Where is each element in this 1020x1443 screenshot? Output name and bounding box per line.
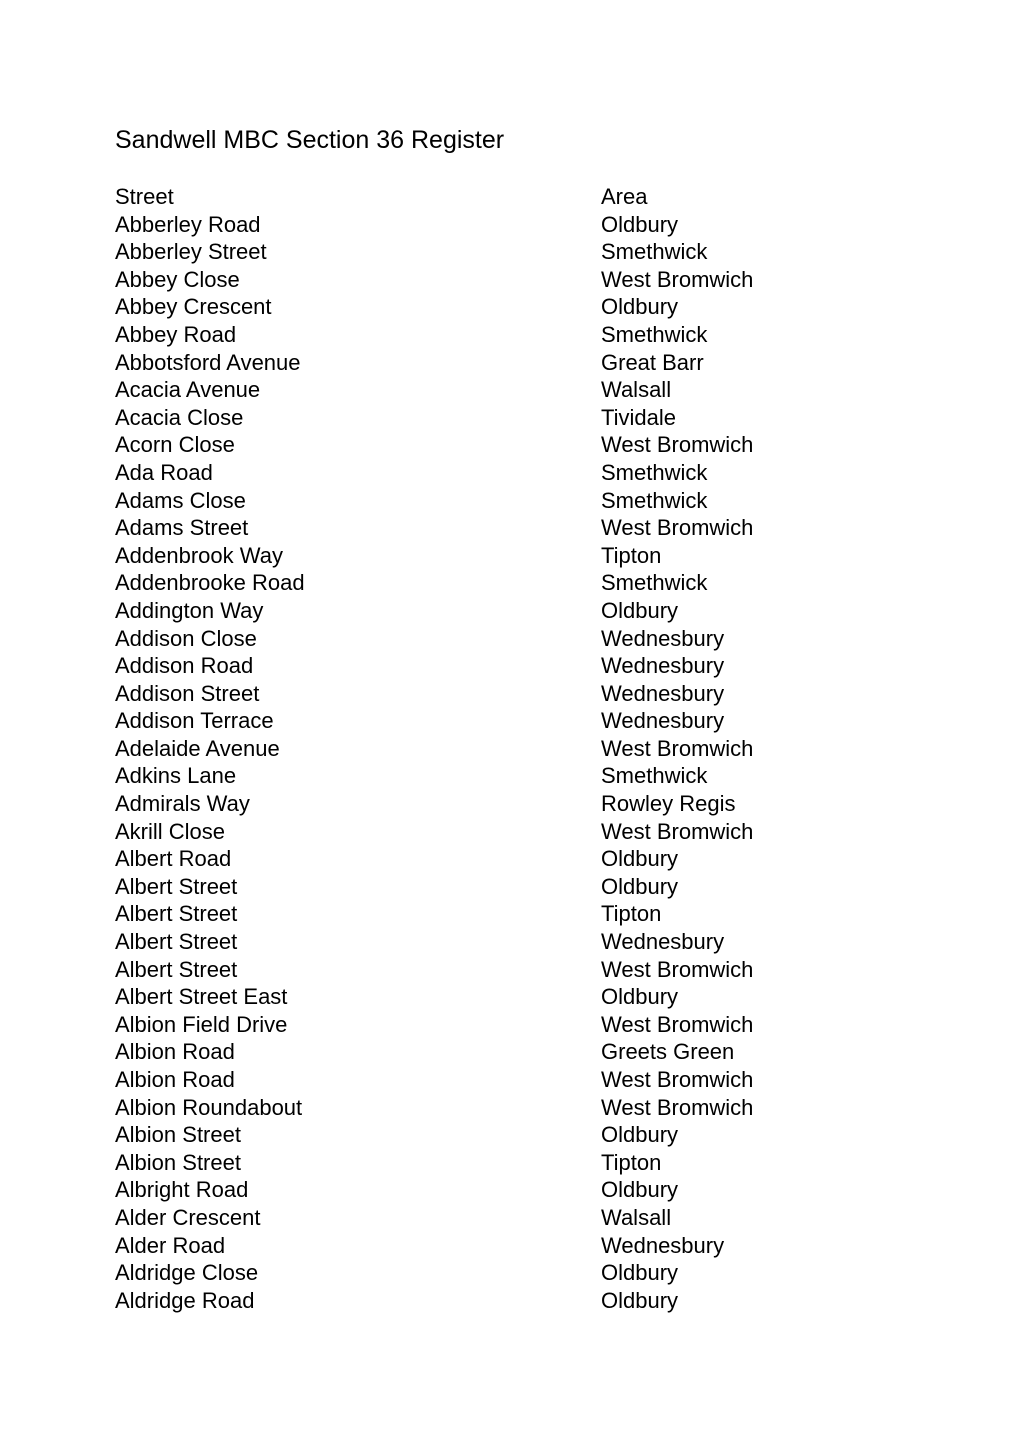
table-row [115, 956, 915, 984]
street-cell: Acorn Close [115, 432, 235, 458]
area-cell: West Bromwich [601, 735, 754, 761]
area-cell: Oldbury [601, 846, 679, 872]
street-cell: Albert Street East [115, 984, 288, 1010]
area-cell: Oldbury [601, 873, 679, 899]
area-cell: Oldbury [601, 597, 679, 623]
table-row [115, 900, 915, 928]
street-cell: Adkins Lane [115, 763, 237, 789]
table-row [115, 376, 915, 404]
street-cell: Akrill Close [115, 818, 226, 844]
table-row [115, 266, 915, 294]
street-cell: Acacia Avenue [115, 377, 261, 403]
table-row [115, 321, 915, 349]
street-cell: Albion Road [115, 1039, 235, 1065]
area-cell: Walsall [601, 1204, 672, 1230]
street-cell: Alder Road [115, 1232, 226, 1258]
street-cell: Addison Road [115, 653, 254, 679]
area-cell: Oldbury [601, 1122, 679, 1148]
street-cell: Abbotsford Avenue [115, 349, 301, 375]
street-cell: Addison Street [115, 680, 260, 706]
page-title: Sandwell MBC Section 36 Register [115, 126, 505, 154]
street-cell: Abberley Road [115, 211, 261, 237]
area-cell: West Bromwich [601, 515, 754, 541]
area-cell: Wednesbury [601, 625, 725, 651]
table-row [115, 1232, 915, 1260]
street-cell: Addison Close [115, 625, 257, 651]
street-cell: Albion Road [115, 1067, 235, 1092]
table-row [115, 845, 915, 873]
street-cell: Abbey Road [115, 321, 237, 347]
area-cell: Smethwick [601, 459, 708, 485]
street-cell: Albion Field Drive [115, 1011, 288, 1037]
table-row [115, 873, 915, 901]
street-cell: Addenbrook Way [115, 542, 283, 568]
table-row [115, 680, 915, 708]
table-row [115, 293, 915, 321]
table-row [115, 349, 915, 377]
table-row [115, 818, 915, 846]
street-cell: Albert Street [115, 873, 238, 899]
table-row [115, 431, 915, 459]
table-row [115, 707, 915, 735]
table-row [115, 597, 915, 625]
area-cell: West Bromwich [601, 956, 754, 982]
area-cell: Oldbury [601, 294, 679, 320]
register-table [115, 183, 915, 1314]
area-cell: Greets Green [601, 1039, 735, 1065]
table-row [115, 238, 915, 266]
street-cell: Addington Way [115, 597, 264, 623]
street-cell: Abberley Street [115, 239, 267, 265]
table-row [115, 928, 915, 956]
area-cell: West Bromwich [601, 432, 754, 458]
street-cell: Ada Road [115, 459, 213, 485]
street-cell: Albert Street [115, 929, 238, 955]
area-cell: Rowley Regis [601, 791, 736, 817]
table-header-row [115, 183, 915, 211]
table-row [115, 404, 915, 432]
area-cell: Smethwick [601, 487, 708, 513]
table-row [115, 542, 915, 570]
area-cell: Great Barr [601, 349, 704, 375]
table-row [115, 762, 915, 790]
street-cell: Albert Street [115, 901, 238, 927]
table-row [115, 1149, 915, 1177]
table-row [115, 790, 915, 818]
area-cell: Oldbury [601, 1287, 679, 1313]
area-cell: Wednesbury [601, 653, 725, 679]
table-row [115, 652, 915, 680]
table-row [115, 1066, 915, 1094]
table-row [115, 625, 915, 653]
area-cell: Smethwick [601, 570, 708, 596]
table-row [115, 487, 915, 515]
street-cell: Adams Close [115, 487, 246, 513]
column-header-area: Area [601, 184, 648, 209]
street-cell: Aldridge Road [115, 1287, 255, 1313]
area-cell: Tipton [601, 542, 662, 568]
street-cell: Albright Road [115, 1177, 249, 1203]
area-cell: West Bromwich [601, 1067, 754, 1092]
table-row [115, 1121, 915, 1149]
table-row [115, 1094, 915, 1122]
area-cell: Oldbury [601, 984, 679, 1010]
street-cell: Alder Crescent [115, 1204, 261, 1230]
street-cell: Albion Roundabout [115, 1094, 303, 1120]
area-cell: Walsall [601, 377, 672, 403]
area-cell: Tividale [601, 404, 676, 430]
street-cell: Abbey Close [115, 266, 240, 292]
street-cell: Albert Street [115, 956, 238, 982]
street-cell: Admirals Way [115, 791, 250, 817]
table-row [115, 211, 915, 239]
street-cell: Addenbrooke Road [115, 570, 305, 596]
table-row [115, 569, 915, 597]
area-cell: Wednesbury [601, 1232, 725, 1258]
area-cell: Smethwick [601, 239, 708, 265]
area-cell: Oldbury [601, 1177, 679, 1203]
area-cell: Oldbury [601, 1260, 679, 1286]
area-cell: Tipton [601, 1149, 662, 1175]
street-cell: Albion Street [115, 1122, 241, 1148]
table-row [115, 1038, 915, 1066]
area-cell: West Bromwich [601, 1094, 754, 1120]
street-cell: Aldridge Close [115, 1260, 259, 1286]
table-row [115, 459, 915, 487]
area-cell: Smethwick [601, 321, 708, 347]
area-cell: Smethwick [601, 763, 708, 789]
area-cell: West Bromwich [601, 1011, 754, 1037]
column-header-street: Street [115, 184, 174, 209]
area-cell: Wednesbury [601, 680, 725, 706]
street-cell: Adams Street [115, 515, 249, 541]
street-cell: Adelaide Avenue [115, 735, 280, 761]
street-cell: Acacia Close [115, 404, 244, 430]
table-row [115, 1011, 915, 1039]
table-row [115, 1287, 915, 1315]
table-row [115, 1259, 915, 1287]
street-cell: Albert Road [115, 846, 232, 872]
table-row [115, 983, 915, 1011]
area-cell: Oldbury [601, 211, 679, 237]
table-row [115, 514, 915, 542]
area-cell: West Bromwich [601, 266, 754, 292]
table-row [115, 735, 915, 763]
area-cell: Tipton [601, 901, 662, 927]
table-row [115, 1176, 915, 1204]
street-cell: Albion Street [115, 1149, 241, 1175]
street-cell: Abbey Crescent [115, 294, 272, 320]
street-cell: Addison Terrace [115, 708, 274, 734]
area-cell: Wednesbury [601, 708, 725, 734]
area-cell: West Bromwich [601, 818, 754, 844]
table-row [115, 1204, 915, 1232]
area-cell: Wednesbury [601, 929, 725, 955]
